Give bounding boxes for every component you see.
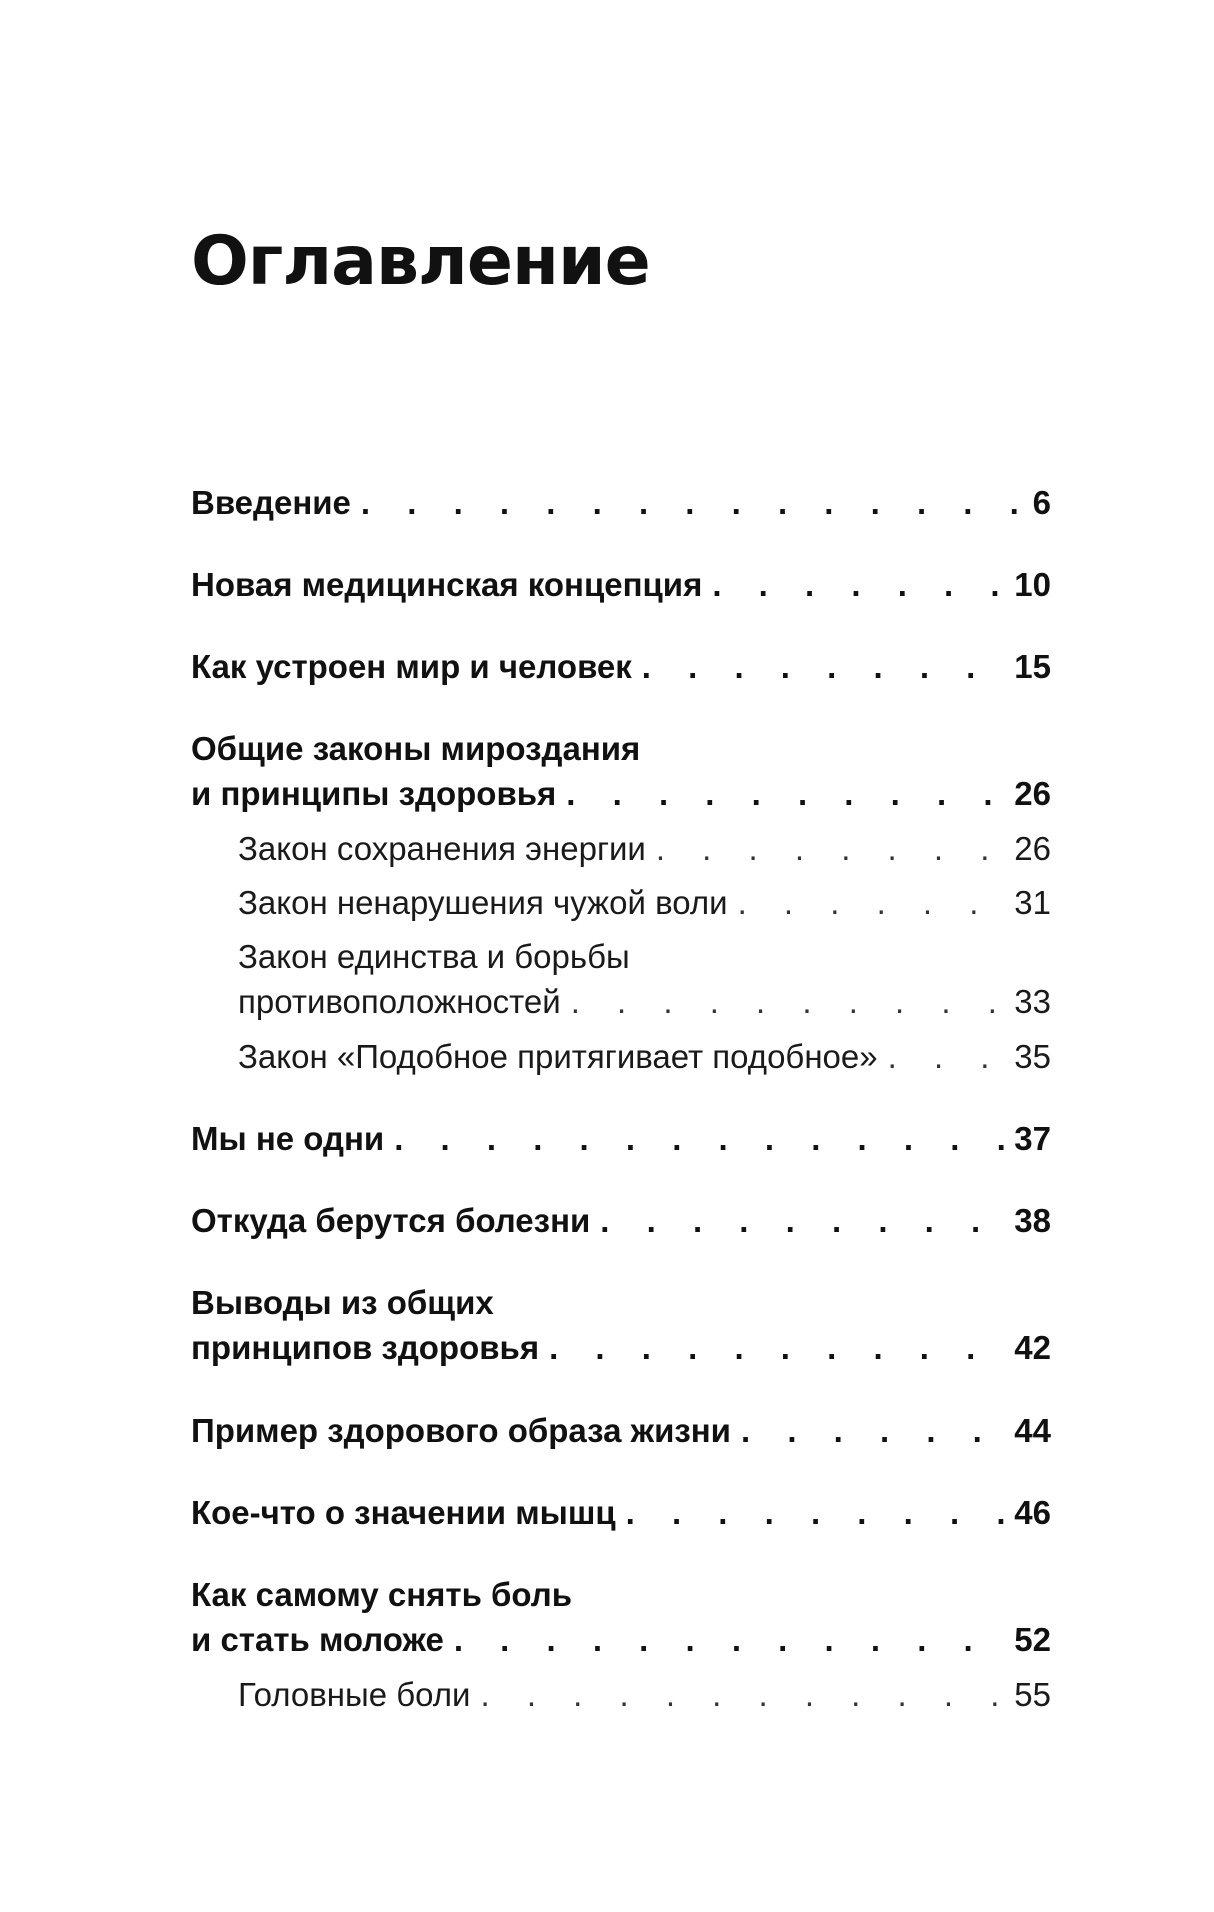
toc-subentry[interactable] xyxy=(238,1034,1051,1079)
toc-page-number: 35 xyxy=(1014,1038,1051,1075)
toc-entry-title: Новая медицинская концепция xyxy=(191,566,703,603)
toc-page-number: 44 xyxy=(1014,1412,1051,1449)
toc-entry-title: Закон «Подобное притягивает подобное» xyxy=(238,1038,878,1075)
toc-entry-title: Общие законы мироздания xyxy=(191,730,641,767)
dot-leader xyxy=(361,480,1027,525)
dot-leader xyxy=(571,979,1009,1024)
toc-entry-title-continued: принципов здоровья xyxy=(191,1329,540,1366)
toc-entry[interactable] xyxy=(191,644,1051,689)
toc-page-number: 46 xyxy=(1014,1494,1051,1531)
toc-subentry[interactable] xyxy=(238,934,1051,1024)
toc-entry[interactable] xyxy=(191,1198,1051,1243)
dot-leader xyxy=(741,1408,1008,1453)
toc-subentry[interactable] xyxy=(238,880,1051,925)
dot-leader xyxy=(549,1325,1008,1370)
dot-leader xyxy=(566,771,1008,816)
toc-entry[interactable] xyxy=(191,1572,1051,1662)
toc-page-number: 55 xyxy=(1014,1676,1051,1713)
dot-leader xyxy=(656,826,1008,871)
toc-entry-title: Выводы из общих xyxy=(191,1284,494,1321)
toc-page-number: 10 xyxy=(1014,566,1051,603)
toc-entry[interactable] xyxy=(191,726,1051,816)
toc-subentry[interactable] xyxy=(238,1672,1051,1717)
toc-page-number: 6 xyxy=(1032,484,1051,521)
dot-leader xyxy=(600,1198,1008,1243)
toc-page-number: 37 xyxy=(1014,1120,1051,1157)
toc-entry-title: Введение xyxy=(191,484,351,521)
toc-entry[interactable] xyxy=(191,1490,1051,1535)
toc-entry-title-continued: и принципы здоровья xyxy=(191,775,557,812)
toc-page-number: 33 xyxy=(1014,983,1051,1020)
page-title: Оглавление xyxy=(191,222,650,301)
dot-leader xyxy=(888,1034,1009,1079)
toc-entry[interactable] xyxy=(191,1116,1051,1161)
toc-page-number: 52 xyxy=(1014,1621,1051,1658)
dot-leader xyxy=(626,1490,1009,1535)
dot-leader xyxy=(642,644,1008,689)
toc-entry[interactable] xyxy=(191,480,1051,525)
toc-entry-title-continued: и стать моложе xyxy=(191,1621,444,1658)
toc-entry-title: Пример здорового образа жизни xyxy=(191,1412,731,1449)
toc-page-number: 15 xyxy=(1014,648,1051,685)
dot-leader xyxy=(712,562,1008,607)
toc-entry-title: Кое-что о значении мышц xyxy=(191,1494,616,1531)
toc-entry[interactable] xyxy=(191,1408,1051,1453)
dot-leader xyxy=(480,1672,1008,1717)
toc-entry-title: Закон единства и борьбы xyxy=(238,938,630,975)
toc-entry-title-continued: противоположностей xyxy=(238,983,561,1020)
toc-page-number: 26 xyxy=(1014,830,1051,867)
toc-entry-title: Откуда берутся болезни xyxy=(191,1202,591,1239)
toc-subentry[interactable] xyxy=(238,826,1051,871)
toc-page-number: 26 xyxy=(1014,775,1051,812)
toc-entry-title: Закон сохранения энергии xyxy=(238,830,646,867)
toc-entry[interactable] xyxy=(191,1280,1051,1370)
dot-leader xyxy=(738,880,1009,925)
toc-page-number: 42 xyxy=(1014,1329,1051,1366)
toc-entry-title: Мы не одни xyxy=(191,1120,385,1157)
toc-entry-title: Как самому снять боль xyxy=(191,1576,573,1613)
toc-entry[interactable] xyxy=(191,562,1051,607)
dot-leader xyxy=(454,1617,1008,1662)
toc-entry-title: Головные боли xyxy=(238,1676,471,1713)
toc-page-number: 38 xyxy=(1014,1202,1051,1239)
dot-leader xyxy=(394,1116,1008,1161)
toc-page-number: 31 xyxy=(1014,884,1051,921)
toc-entry-title: Как устроен мир и человек xyxy=(191,648,632,685)
toc-entry-title: Закон ненарушения чужой воли xyxy=(238,884,728,921)
